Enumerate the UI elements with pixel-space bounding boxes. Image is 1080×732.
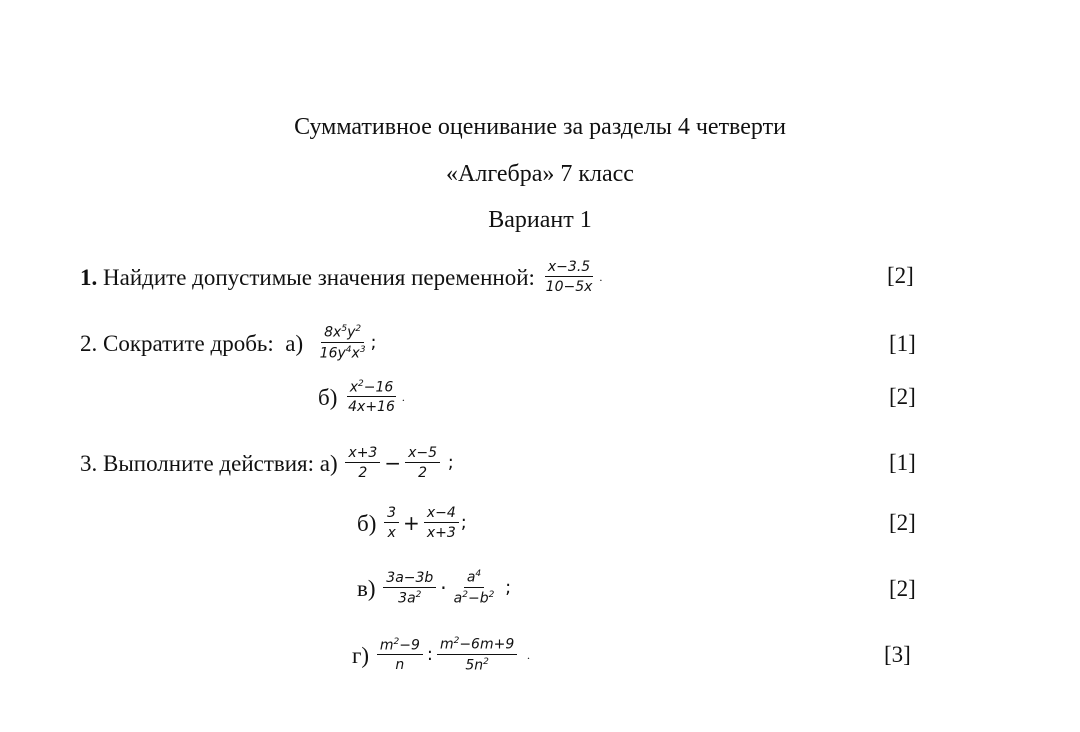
question-2b-fraction — [345, 379, 398, 416]
end-semicolon: ; — [460, 512, 467, 533]
question-3b-fraction-1 — [384, 505, 399, 541]
question-2b — [318, 372, 405, 422]
fraction-numerator: $a^4$ — [464, 569, 484, 588]
fraction-denominator: 10−5x — [545, 279, 593, 295]
question-3-text: 3. Выполните действия: — [80, 450, 315, 476]
title-line-2: «Алгебра» 7 класс — [446, 161, 634, 187]
question-3d — [352, 630, 530, 680]
question-3c — [357, 563, 511, 613]
fraction-denominator: x+3 — [426, 525, 456, 541]
title-variant: Вариант 1 — [488, 207, 592, 233]
fraction-denominator: 4x+16 — [348, 399, 395, 416]
question-3a-score: [1] — [889, 450, 916, 475]
question-2a-score: [1] — [889, 331, 916, 356]
fraction-numerator: $m^2-9$ — [377, 637, 423, 656]
fraction-denominator: n — [395, 657, 405, 674]
fraction-numerator: x−4 — [424, 505, 459, 523]
end-semicolon: ; — [370, 332, 377, 353]
fraction-denominator: $a^2-b^2$ — [453, 590, 495, 607]
question-3d-score: [3] — [884, 642, 911, 667]
multiply-operator: · — [440, 576, 447, 600]
fraction-denominator: $5n^2$ — [465, 657, 489, 674]
title-line-1: Суммативное оценивание за разделы 4 четверти — [294, 114, 786, 140]
fraction-numerator: $x^2-16$ — [347, 379, 397, 398]
question-3c-fraction-1 — [383, 570, 436, 607]
question-3a-fraction-1 — [345, 445, 380, 481]
question-3a-label: а) — [319, 450, 338, 476]
end-period: . — [401, 390, 405, 404]
question-2a — [80, 318, 377, 368]
minus-operator: − — [384, 451, 402, 475]
end-semicolon: ; — [505, 577, 512, 598]
fraction-denominator: 2 — [358, 465, 368, 481]
fraction-denominator: 2 — [418, 465, 428, 481]
question-2a-fraction — [317, 324, 369, 362]
fraction-numerator: $m^2-6m+9$ — [437, 636, 517, 655]
question-1-number: 1. — [80, 264, 98, 290]
fraction-numerator: 3a−3b — [383, 570, 436, 588]
fraction-numerator: $8x^5y^2$ — [321, 324, 364, 343]
question-1-text: Найдите допустимые значения переменной: — [103, 264, 535, 290]
question-3d-label: г) — [352, 642, 370, 668]
fraction-numerator: x−5 — [405, 445, 440, 463]
fraction-denominator: $16y^4x^3$ — [319, 345, 366, 362]
question-3b — [357, 498, 467, 548]
question-3c-score: [2] — [889, 576, 916, 601]
question-3a — [80, 438, 454, 488]
plus-operator: + — [403, 511, 420, 535]
question-1-fraction — [543, 259, 596, 295]
question-3a-fraction-2 — [405, 445, 440, 481]
question-2a-label: а) — [285, 330, 304, 356]
end-semicolon: ; — [447, 452, 454, 473]
divide-operator: : — [426, 644, 433, 665]
end-period: . — [526, 648, 530, 662]
question-3d-fraction-1 — [377, 637, 423, 674]
end-period: . — [599, 270, 603, 284]
question-3c-label: в) — [357, 575, 376, 601]
fraction-numerator: 3 — [384, 505, 399, 523]
question-3c-fraction-2 — [451, 569, 498, 607]
question-3b-label: б) — [357, 510, 377, 536]
fraction-denominator: x — [387, 525, 396, 541]
question-3d-fraction-2 — [437, 636, 517, 674]
fraction-denominator: $3a^2$ — [398, 589, 422, 607]
question-1-score: [2] — [887, 263, 914, 288]
question-3b-score: [2] — [889, 510, 916, 535]
question-2b-label: б) — [318, 384, 338, 410]
question-1 — [80, 252, 602, 302]
fraction-numerator: x+3 — [345, 445, 380, 463]
question-2-text: 2. Сократите дробь: — [80, 330, 274, 356]
question-2b-score: [2] — [889, 384, 916, 409]
fraction-numerator: x−3.5 — [545, 259, 593, 277]
question-3b-fraction-2 — [424, 505, 459, 541]
